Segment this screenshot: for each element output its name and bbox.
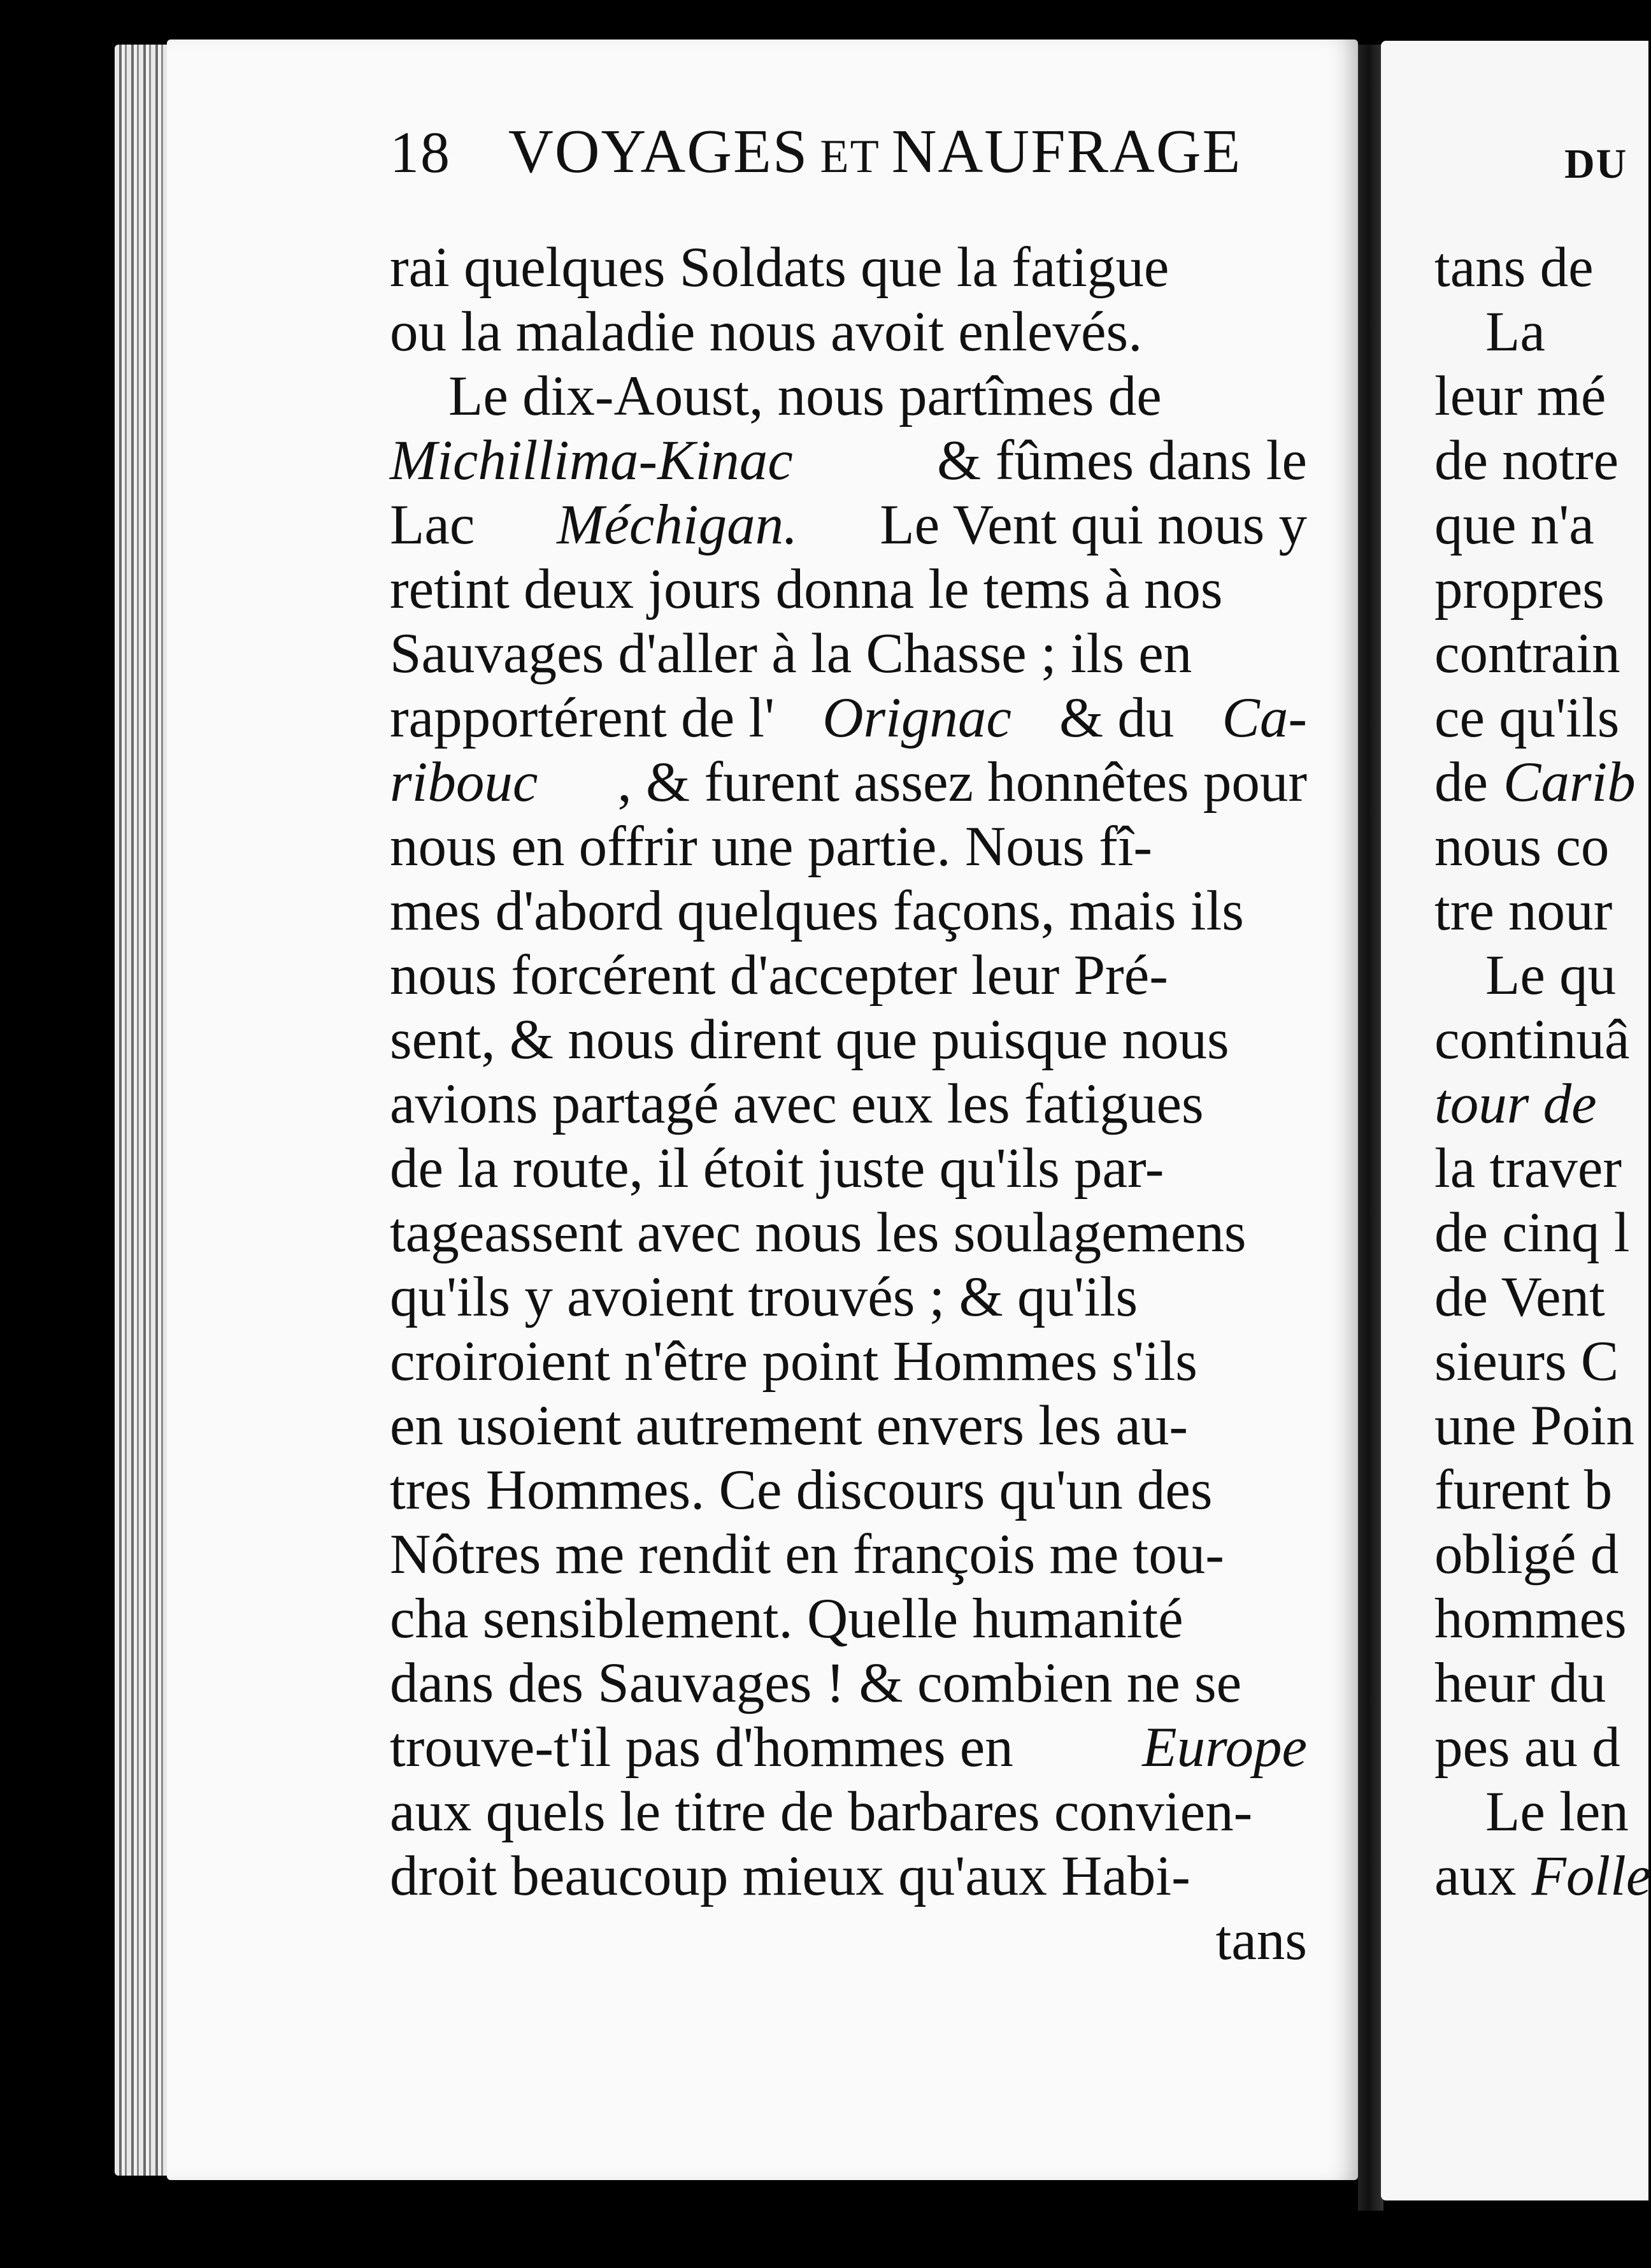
right-page-header: DU [1564,141,1628,187]
text-line [390,1201,1307,1265]
text-segment: de notre [1434,429,1619,492]
text-line [390,1137,1307,1201]
text-line [1434,236,1651,300]
text-line [390,1909,1307,1973]
text-segment: & fûmes dans le [937,429,1307,492]
text-line [390,1716,1307,1780]
text-line [390,1008,1307,1072]
italic-text: Europe [1142,1716,1307,1779]
text-line [390,1394,1307,1458]
text-segment: en usoient autrement envers les au- [390,1395,1188,1457]
text-line [390,944,1307,1008]
text-segment: Sauvages d'aller à la Chasse ; ils en [390,622,1192,685]
text-segment: tans de [1434,236,1594,299]
left-page-body [390,236,1307,1973]
text-segment: que n'a [1434,494,1594,556]
text-segment: obligé d [1434,1523,1619,1586]
text-segment: cha sensiblement. Quelle humanité [390,1588,1183,1650]
text-line [390,1330,1307,1394]
text-line [390,686,1307,750]
text-segment: la traver [1434,1137,1622,1200]
text-segment: pes au d [1434,1716,1620,1779]
text-segment: une Poin [1434,1395,1634,1457]
running-title-part3: NAUFRAGE [891,117,1242,186]
text-line [1434,815,1651,879]
italic-text: Michillima-Kinac [390,429,793,492]
text-line [1434,1458,1651,1523]
text-line [390,557,1307,622]
text-line [1434,1523,1651,1587]
italic-text: tour de [1434,1073,1597,1135]
text-segment: tageassent avec nous les soulagemens [390,1202,1247,1264]
italic-text: Folle [1531,1845,1651,1907]
text-segment: leur mé [1434,365,1606,427]
text-line [390,1587,1307,1651]
text-line [1434,1137,1651,1201]
text-segment: sent, & nous dirent que puisque nous [390,1008,1229,1071]
text-segment: , & furent assez honnêtes pour [617,751,1307,814]
text-line [1434,944,1651,1008]
text-line [390,364,1307,429]
text-segment: furent b [1434,1459,1613,1521]
text-line [1434,1265,1651,1330]
text-line [390,493,1307,557]
text-line [1434,364,1651,429]
text-segment: trouve-t'il pas d'hommes en [390,1716,1013,1779]
text-line [390,815,1307,879]
text-line [1434,1330,1651,1394]
text-line [1434,429,1651,493]
text-line [390,1458,1307,1523]
text-segment: retint deux jours donna le tems à nos [390,558,1223,621]
text-line [1434,300,1651,364]
text-line [1434,557,1651,622]
book-gutter [1358,45,1383,2211]
text-line [1434,686,1651,750]
text-segment: rapportérent de l' [390,687,775,749]
text-segment: propres [1434,558,1605,621]
text-segment: tans [1215,1909,1307,1972]
running-title-part1: VOYAGES [508,117,809,186]
text-segment: croiroient n'être point Hommes s'ils [390,1330,1197,1393]
text-segment: avions partagé avec eux les fatigues [390,1073,1204,1135]
running-title-part2: ET [820,131,880,183]
italic-text: Orignac [822,687,1011,749]
left-page-header [390,116,1242,192]
text-line [1434,493,1651,557]
text-line [390,1651,1307,1716]
page-number: 18 [390,120,451,185]
text-segment: contrain [1434,622,1620,685]
text-line [1434,1651,1651,1716]
text-segment: de Vent [1434,1266,1605,1328]
text-segment: Le len [1485,1781,1629,1843]
text-segment: La [1485,301,1545,363]
italic-text: Méchigan. [557,494,798,556]
text-segment: droit beaucoup mieux qu'aux Habi- [390,1845,1190,1907]
text-segment: rai quelques Soldats que la fatigue [390,236,1169,299]
italic-text: ribouc [390,751,538,814]
text-line [390,1072,1307,1137]
text-segment: nous co [1434,815,1610,878]
text-segment: de la route, il étoit juste qu'ils par- [390,1137,1164,1200]
text-segment: Le dix-Aoust, nous partîmes de [448,365,1162,427]
text-segment: aux quels le titre de barbares convien- [390,1781,1253,1843]
text-segment: Le qu [1485,944,1617,1007]
text-segment: Nôtres me rendit en françois me tou- [390,1523,1224,1586]
text-line [1434,1072,1651,1137]
text-segment: mes d'abord quelques façons, mais ils [390,880,1244,942]
text-line [1434,1716,1651,1780]
text-line [390,1265,1307,1330]
text-segment: continuâ [1434,1008,1630,1071]
text-line [1434,750,1651,815]
text-segment: tre nour [1434,880,1613,942]
text-line [390,1523,1307,1587]
text-segment: heur du [1434,1652,1606,1714]
text-line [390,750,1307,815]
text-line [390,879,1307,944]
text-segment: de cinq l [1434,1202,1630,1264]
text-line [1434,879,1651,944]
right-page-body [1434,236,1651,1909]
text-segment: aux [1434,1845,1517,1907]
text-line [390,236,1307,300]
italic-text: Carib [1503,751,1636,814]
text-line [390,1844,1307,1909]
text-line [1434,1844,1651,1909]
text-line [1434,1394,1651,1458]
text-segment: de [1434,751,1489,814]
text-segment: qu'ils y avoient trouvés ; & qu'ils [390,1266,1138,1328]
text-line [390,1780,1307,1844]
text-line [390,622,1307,686]
text-line [1434,1008,1651,1072]
text-segment: sieurs C [1434,1330,1619,1393]
text-line [1434,1780,1651,1844]
text-segment: nous en offrir une partie. Nous fî- [390,815,1153,878]
text-line [390,429,1307,493]
text-segment: Le Vent qui nous y [880,494,1307,556]
running-title [508,116,1241,187]
text-line [390,300,1307,364]
text-segment: tres Hommes. Ce discours qu'un des [390,1459,1213,1521]
text-segment: hommes [1434,1588,1627,1650]
text-line [1434,622,1651,686]
text-segment: Lac [390,494,475,556]
page-edges [115,45,172,2176]
text-segment: dans des Sauvages ! & combien ne se [390,1652,1242,1714]
text-segment: & du [1059,687,1175,749]
italic-text: Ca- [1222,687,1307,749]
text-segment: ou la maladie nous avoit enlevés. [390,301,1143,363]
text-line [1434,1201,1651,1265]
text-segment: ce qu'ils [1434,687,1620,749]
text-line [1434,1587,1651,1651]
text-segment: nous forcérent d'accepter leur Pré- [390,944,1168,1007]
